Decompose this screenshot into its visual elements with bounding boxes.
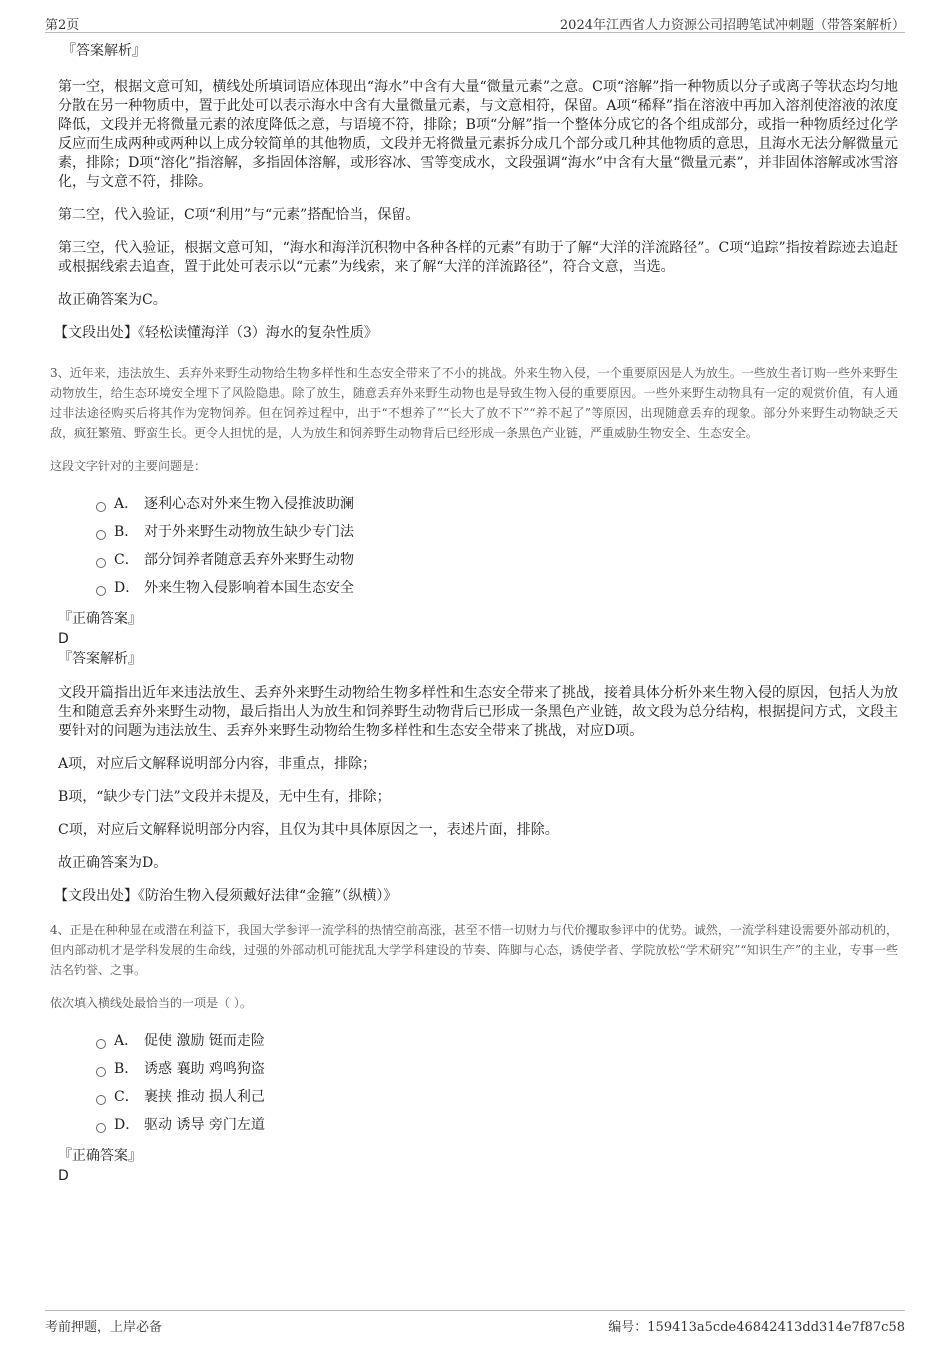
document-body (50, 36, 898, 1187)
radio-icon[interactable] (96, 1095, 106, 1105)
option-text: 促使 激励 铤而走险 (144, 1033, 265, 1049)
analysis-label: 『答案解析』 (62, 43, 146, 59)
option-text: 部分饲养者随意丢弃外来野生动物 (144, 552, 354, 568)
document-title: 2024年江西省人力资源公司招聘笔试冲刺题（带答案解析） (559, 18, 905, 33)
radio-icon[interactable] (96, 586, 106, 596)
option-letter: D． (114, 1117, 140, 1133)
analysis-paragraph: 故正确答案为C。 (58, 292, 167, 308)
option-letter: C． (114, 552, 139, 568)
option-text: 外来生物入侵影响着本国生态安全 (144, 580, 354, 596)
radio-icon[interactable] (96, 530, 106, 540)
option-text: 驱动 诱导 旁门左道 (144, 1117, 265, 1133)
question-prompt: 这段文字针对的主要问题是： (50, 459, 207, 473)
radio-icon[interactable] (96, 1123, 106, 1133)
option-list (96, 490, 898, 602)
analysis-paragraph: 故正确答案为D。 (58, 855, 168, 871)
option-b[interactable] (96, 1055, 898, 1083)
option-a[interactable] (96, 490, 898, 518)
option-text: 诱惑 襄助 鸡鸣狗盗 (144, 1061, 265, 1077)
option-list (96, 1027, 898, 1139)
analysis-paragraph: A项，对应后文解释说明部分内容，非重点，排除； (58, 756, 377, 772)
question-prompt: 依次填入横线处最恰当的一项是（ ）。 (50, 996, 252, 1010)
option-letter: B． (114, 1061, 139, 1077)
question-stem: 3、近年来，违法放生、丢弃外来野生动物给生物多样性和生态安全带来了不小的挑战。外来生物入侵，一个重要原因是人为放生。一些放生者订购一些外来野生动物放生，给生态环境安全埋下了风险隐患。除了放生，随意丢弃外来野生动物也是导致生物入侵的重要原因。一些外来野生动物具有一定的观赏价值，有人通过非法途径购买后将其作为宠物饲养。但在饲养过程中，出于“不想养了”“长大了放不下”“养不起了”等原因，出现随意丢弃的现象。部分外来野生动物缺乏天敌，疯狂繁殖、野蛮生长。更令人担忧的是，人为放生和饲养野生动物背后已经形成一条黑色产业链，严重威胁生物安全、生态安全。 (50, 366, 898, 440)
option-letter: A． (114, 1033, 139, 1049)
source-citation: 【文段出处】《防治生物入侵须戴好法律“金箍”（纵横）》 (54, 888, 398, 904)
option-letter: D． (114, 580, 140, 596)
answer-label: 『正确答案』 (58, 1148, 142, 1164)
analysis-paragraph: 第三空，代入验证，根据文意可知，“海水和海洋沉积物中各种各样的元素”有助于了解“大洋的洋流路径”。C项“追踪”指按着踪迹去追赶或根据线索去追查，置于此处可表示以“元素”为线索，来了解“大洋的洋流路径”，符合文意，当选。 (58, 240, 898, 275)
option-letter: C． (114, 1089, 139, 1105)
option-c[interactable] (96, 1083, 898, 1111)
footer-slogan: 考前押题，上岸必备 (45, 1320, 163, 1335)
option-text: 逐利心态对外来生物入侵推波助澜 (144, 496, 354, 512)
radio-icon[interactable] (96, 1067, 106, 1077)
option-d[interactable] (96, 1111, 898, 1139)
analysis-paragraph: 文段开篇指出近年来违法放生、丢弃外来野生动物给生物多样性和生态安全带来了挑战，接着具体分析外来生物入侵的原因，包括人为放生和随意丢弃外来野生动物，最后指出人为放生和饲养野生动物背后已形成一条黑色产业链，故文段为总分结构，根据提问方式，文段主要针对的问题为违法放生、丢弃外来野生动物给生物多样性和生态安全带来了挑战，对应D项。 (58, 685, 898, 739)
option-a[interactable] (96, 1027, 898, 1055)
question-stem: 4、正是在种种显在或潜在利益下，我国大学参评一流学科的热情空前高涨，甚至不惜一切财力与代价攫取参评中的优势。诚然，一流学科建设需要外部动机的，但内部动机才是学科发展的生命线，过强的外部动机可能扰乱大学学科建设的节奏、阵脚与心态，诱使学者、学院放松“学术研究”“知识生产”的主业，专事一些沽名钓誉、之事。 (50, 923, 898, 977)
source-citation: 【文段出处】《轻松读懂海洋（3）海水的复杂性质》 (54, 325, 378, 341)
option-c[interactable] (96, 546, 898, 574)
option-letter: A． (114, 496, 139, 512)
answer-label: 『正确答案』 (58, 611, 142, 627)
analysis-paragraph: B项，“缺少专门法”文段并未提及，无中生有，排除； (58, 789, 391, 805)
analysis-label: 『答案解析』 (58, 651, 142, 667)
option-text: 对于外来野生动物放生缺少专门法 (144, 524, 354, 540)
analysis-paragraph: C项，对应后文解释说明部分内容，且仅为其中具体原因之一，表述片面，排除。 (58, 822, 559, 838)
document-id: 编号：159413a5cde46842413dd314e7f87c58 (608, 1320, 905, 1335)
radio-icon[interactable] (96, 558, 106, 568)
analysis-paragraph: 第一空，根据文意可知，横线处所填词语应体现出“海水”中含有大量“微量元素”之意。C项“溶解”指一种物质以分子或离子等状态均匀地分散在另一种物质中，置于此处可以表示海水中含有大量微量元素，与文意相符，保留。A项“稀释”指在溶液中再加入溶剂使溶液的浓度降低，文段并无将微量元素的浓度降低之意，与语境不符，排除；B项“分解”指一个整体分成它的各个组成部分，或指一种物质经过化学反应而生成两种或两种以上成分较简单的其他物质，文段并无将微量元素拆分成几个部分或几种其他物质的意思，且海水无法分解微量元素，排除；D项“溶化”指溶解，多指固体溶解，或形容冰、雪等变成水，文段强调“海水”中含有大量“微量元素”，并非固体溶解或冰雪溶化，与文意不符，排除。 (58, 79, 898, 190)
option-b[interactable] (96, 518, 898, 546)
option-d[interactable] (96, 574, 898, 602)
analysis-paragraph: 第二空，代入验证，C项“利用”与“元素”搭配恰当，保留。 (58, 207, 420, 223)
radio-icon[interactable] (96, 1039, 106, 1049)
page-number: 第2页 (45, 18, 80, 33)
page-footer (45, 1310, 905, 1335)
option-text: 裹挟 推动 损人利己 (144, 1089, 265, 1105)
answer-value: D (58, 631, 69, 647)
option-letter: B． (114, 524, 139, 540)
radio-icon[interactable] (96, 502, 106, 512)
answer-value: D (58, 1168, 69, 1184)
page-header (45, 12, 905, 33)
